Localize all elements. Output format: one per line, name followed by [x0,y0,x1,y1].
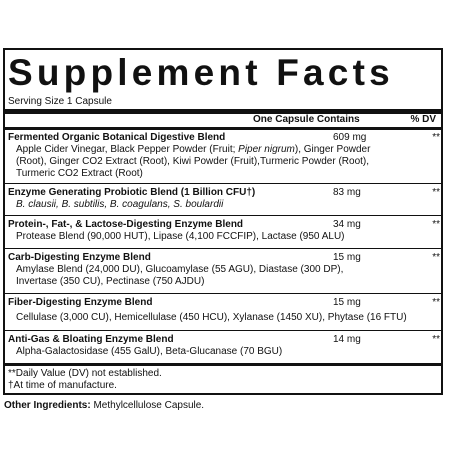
blend-desc-line: Alpha-Galactosidase (455 GalU), Beta-Glucanase (70 BGU) [16,346,283,357]
blend-name: Anti-Gas & Bloating Enzyme Blend [8,334,174,345]
footnote-dv: **Daily Value (DV) not established. [8,368,162,379]
blend-dv: ** [432,334,440,345]
blend-amount: 83 mg [333,187,361,198]
blend-name: Fermented Organic Botanical Digestive Blend [8,132,226,143]
blend-name: Enzyme Generating Probiotic Blend (1 Billion CFU†) [8,187,256,198]
blend-name: Carb-Digesting Enzyme Blend [8,252,151,263]
row-separator [5,330,441,331]
blend-dv: ** [432,252,440,263]
blend-amount: 15 mg [333,297,361,308]
row-separator [5,215,441,216]
blend-name: Protein-, Fat-, & Lactose-Digesting Enzyme Blend [8,219,244,230]
blend-dv: ** [432,219,440,230]
amount-header: One Capsule Contains [253,114,360,125]
other-ingredients [4,400,204,411]
footnote-cfu: †At time of manufacture. [8,380,117,391]
blend-name: Fiber-Digesting Enzyme Blend [8,297,153,308]
blend-dv: ** [432,297,440,308]
blend-amount: 15 mg [333,252,361,263]
blend-desc-line: Turmeric CO2 Extract (Root) [16,168,143,179]
blend-dv: ** [432,132,440,143]
blend-desc-line: Invertase (350 CU), Pectinase (750 AJDU) [16,276,205,287]
blend-amount: 34 mg [333,219,361,230]
header-rule [5,127,441,130]
other-ingredients-value: Methylcellulose Capsule. [90,400,205,411]
blend-desc-line: Protease Blend (90,000 HUT), Lipase (4,100 FCCFIP), Lactase (950 ALU) [16,231,345,242]
row-separator [5,183,441,184]
blend-amount: 14 mg [333,334,361,345]
other-ingredients-label: Other Ingredients: [4,400,91,411]
thick-rule-top [5,109,441,114]
dv-header: % DV [410,114,436,125]
panel-title: Supplement Facts [8,52,394,93]
blend-desc-line: (Root), Ginger CO2 Extract (Root), Kiwi Powder (Fruit),Turmeric Powder (Root), [16,156,370,167]
serving-size: Serving Size 1 Capsule [8,96,112,107]
row-separator [5,248,441,249]
row-separator [5,293,441,294]
blend-desc-line: Apple Cider Vinegar, Black Pepper Powder (Fruit; Piper nigrum), Ginger Powder [16,144,371,155]
blend-amount: 609 mg [333,132,367,143]
thick-rule-bottom [5,363,441,366]
blend-dv: ** [432,187,440,198]
blend-desc-line: Amylase Blend (24,000 DU), Glucoamylase (55 AGU), Diastase (300 DP), [16,264,344,275]
blend-desc-line: Cellulase (3,000 CU), Hemicellulase (450 HCU), Xylanase (1450 XU), Phytase (16 FTU) [16,312,407,323]
blend-desc-line: B. clausii, B. subtilis, B. coagulans, S. boulardii [16,199,224,210]
